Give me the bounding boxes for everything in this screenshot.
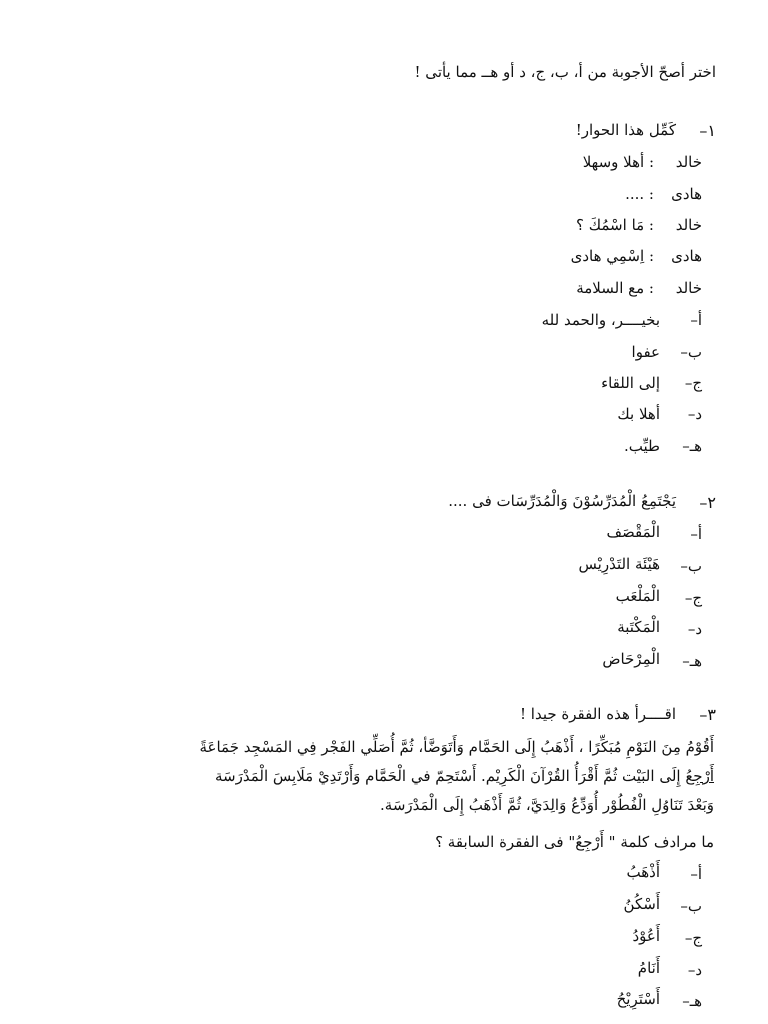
option-text: هَيْئَة التَدْرِيْس [578, 555, 660, 573]
option-letter: هـ– [682, 992, 702, 1010]
dialogue-speaker: خالد [675, 153, 702, 171]
dialogue-line: : .... [625, 185, 654, 203]
dialogue-line: : مَا اسْمُكَ ؟ [576, 216, 654, 234]
synonym-question: ما مرادف كلمة " أَرْجِعُ" فى الفقرة السابقة ؟ [435, 833, 714, 851]
option-letter: ج– [684, 929, 702, 947]
dialogue-line: : أهلا وسهلا [582, 153, 654, 171]
option-text: أَسْكُنُ [623, 895, 660, 913]
option-letter: أ– [690, 311, 702, 329]
option-text: إلى اللقاء [601, 374, 660, 392]
option-text: أَسْتَرِيْحُ [616, 990, 660, 1008]
option-letter: د– [687, 405, 702, 423]
question-3-number: ٣– [699, 705, 716, 724]
dialogue-speaker: هادى [671, 185, 702, 203]
option-text: أَنَامُ [637, 959, 660, 977]
option-letter: ب– [680, 557, 702, 575]
question-1-prompt: كَمِّل هذا الحوار! [575, 121, 676, 139]
underlined-word: أَرْجِعُ [685, 767, 714, 785]
option-letter: أ– [690, 525, 702, 543]
dialogue-speaker: هادى [671, 247, 702, 265]
option-letter: ج– [684, 589, 702, 607]
question-2-prompt: يَجْتَمِعُ الْمُدَرِّسُوْنَ وَالْمُدَرِّسَات فى .... [448, 492, 676, 510]
option-text: الْمَلْعَب [615, 587, 660, 605]
option-text: بخيــــر، والحمد لله [541, 311, 660, 329]
option-letter: د– [687, 961, 702, 979]
paragraph-line [50, 762, 714, 791]
option-letter: هـ– [682, 437, 702, 455]
paragraph-line: وَبَعْدَ تَنَاوُلِ الْفُطُوْر أُوَدِّعُ وَالِدَيَّ، ثُمَّ أَذْهَبُ إِلَى الْمَدْرَسَة. [380, 796, 714, 814]
paragraph-line-rest: إِلَى البَيْت ثُمَّ أَقْرَأُ القُرْآنَ الْكَرِيْم. أَسْتَحِمّ في الْحَمَّام وَأَرْتَدِيْ مَلَابِسَ الْمَدْرَسَة [214, 767, 686, 785]
option-letter: د– [687, 620, 702, 638]
option-text: أَذْهَبُ [626, 863, 660, 881]
question-2-number: ٢– [699, 493, 716, 512]
option-letter: هـ– [682, 652, 702, 670]
question-1-number: ١– [699, 121, 716, 140]
dialogue-line: : مع السلامة [576, 279, 654, 297]
option-letter: ب– [680, 343, 702, 361]
instruction-text: اختر أصحّ الأجوبة من أ، ب، ج، د أو هــ مما يأتى ! [414, 63, 716, 81]
option-letter: ب– [680, 897, 702, 915]
option-letter: أ– [690, 865, 702, 883]
option-text: عفوا [631, 343, 660, 361]
option-text: أَعُوْدُ [632, 927, 660, 945]
option-text: الْمَكْتَبة [617, 618, 660, 636]
option-letter: ج– [684, 374, 702, 392]
option-text: الْمَقْصَف [606, 523, 660, 541]
dialogue-speaker: خالد [675, 216, 702, 234]
option-text: أهلا بك [617, 405, 660, 423]
question-3-prompt: اقــــرأ هذه الفقرة جيدا ! [520, 705, 676, 723]
dialogue-line: : اِسْمِي هادى [570, 247, 654, 265]
option-text: طيِّب. [624, 437, 660, 455]
dialogue-speaker: خالد [675, 279, 702, 297]
paragraph-line: أَقُوْمُ مِنَ النَوْمِ مُبَكِّرًا ، أَذْهَبُ إِلَى الحَمَّام وَأَتَوَضَّأ، ثُمَّ أُصَلِّي الفَجْر فِي المَسْجِد جَمَاعَةً [199, 738, 714, 756]
reading-paragraph [50, 733, 714, 820]
option-text: الْمِرْحَاض [602, 650, 660, 668]
